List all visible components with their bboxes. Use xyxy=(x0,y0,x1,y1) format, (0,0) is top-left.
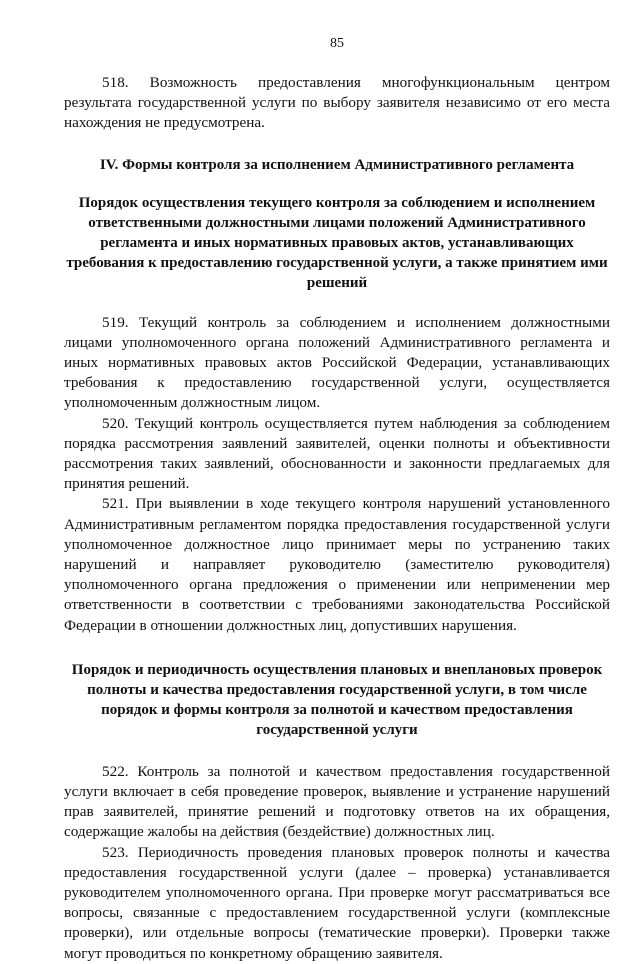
paragraph-523: 523. Периодичность проведения плановых проверок полноты и качества предоставления государственной услуги (далее – проверка) устанавливается руководителем уполномоченного органа. При проверке могут рассматриваться все вопросы, связанные с предоставлением государственной услуги (комплексные проверки), или отдельные вопросы (тематические проверки). Проверки также могут проводиться по конкретному обращению заявителя. xyxy=(64,843,610,962)
subheading-inspections: Порядок и периодичность осуществления плановых и внеплановых проверок полноты и качества предоставления государственной услуги, в том числе порядок и формы контроля за полнотой и качеством предоставления государственной услуги xyxy=(71,661,603,739)
page-number: 85 xyxy=(330,36,344,51)
paragraph-518: 518. Возможность предоставления многофункциональным центром результата государственной услуги по выбору заявителя независимо от его места нахождения не предусмотрена. xyxy=(64,74,610,132)
paragraph-520: 520. Текущий контроль осуществляется путем наблюдения за соблюдением порядка рассмотрения заявлений заявителей, оценки полноты и объективности рассмотрения таких заявлений, обоснованности и законности предлагаемых для принятия решений. xyxy=(64,414,610,493)
paragraph-521: 521. При выявлении в ходе текущего контроля нарушений установленного Административным регламентом порядка предоставления государственной услуги уполномоченное должностное лицо принимает меры по устранению таких нарушений и направляет руководителю (заместителю руководителя) уполномоченного органа предложения о применении или неприменении мер ответственности в соответствии с требованиями законодательства Российской Федерации в отношении должностных лиц, допустивших нарушения. xyxy=(64,495,610,634)
section-title: IV. Формы контроля за исполнением Административного регламента xyxy=(99,156,575,173)
subheading-current-control: Порядок осуществления текущего контроля за соблюдением и исполнением ответственными должностными лицами положений Административного регламента и иных нормативных правовых актов, устанавливающих требования к предоставлению государственной услуги, а также принятием ими решений xyxy=(66,194,608,292)
paragraph-519: 519. Текущий контроль за соблюдением и исполнением должностными лицами уполномоченного органа положений Административного регламента и иных нормативных правовых актов Российской Федерации, устанавливающих требования к предоставлению государственной услуги, осуществляется уполномоченным должностным лицом. xyxy=(64,313,610,412)
paragraph-522: 522. Контроль за полнотой и качеством предоставления государственной услуги включает в себя проведение проверок, выявление и устранение нарушений прав заявителей, принятие решений и подготовку ответов на их обращения, содержащие жалобы на действия (бездействие) должностных лиц. xyxy=(64,762,610,841)
